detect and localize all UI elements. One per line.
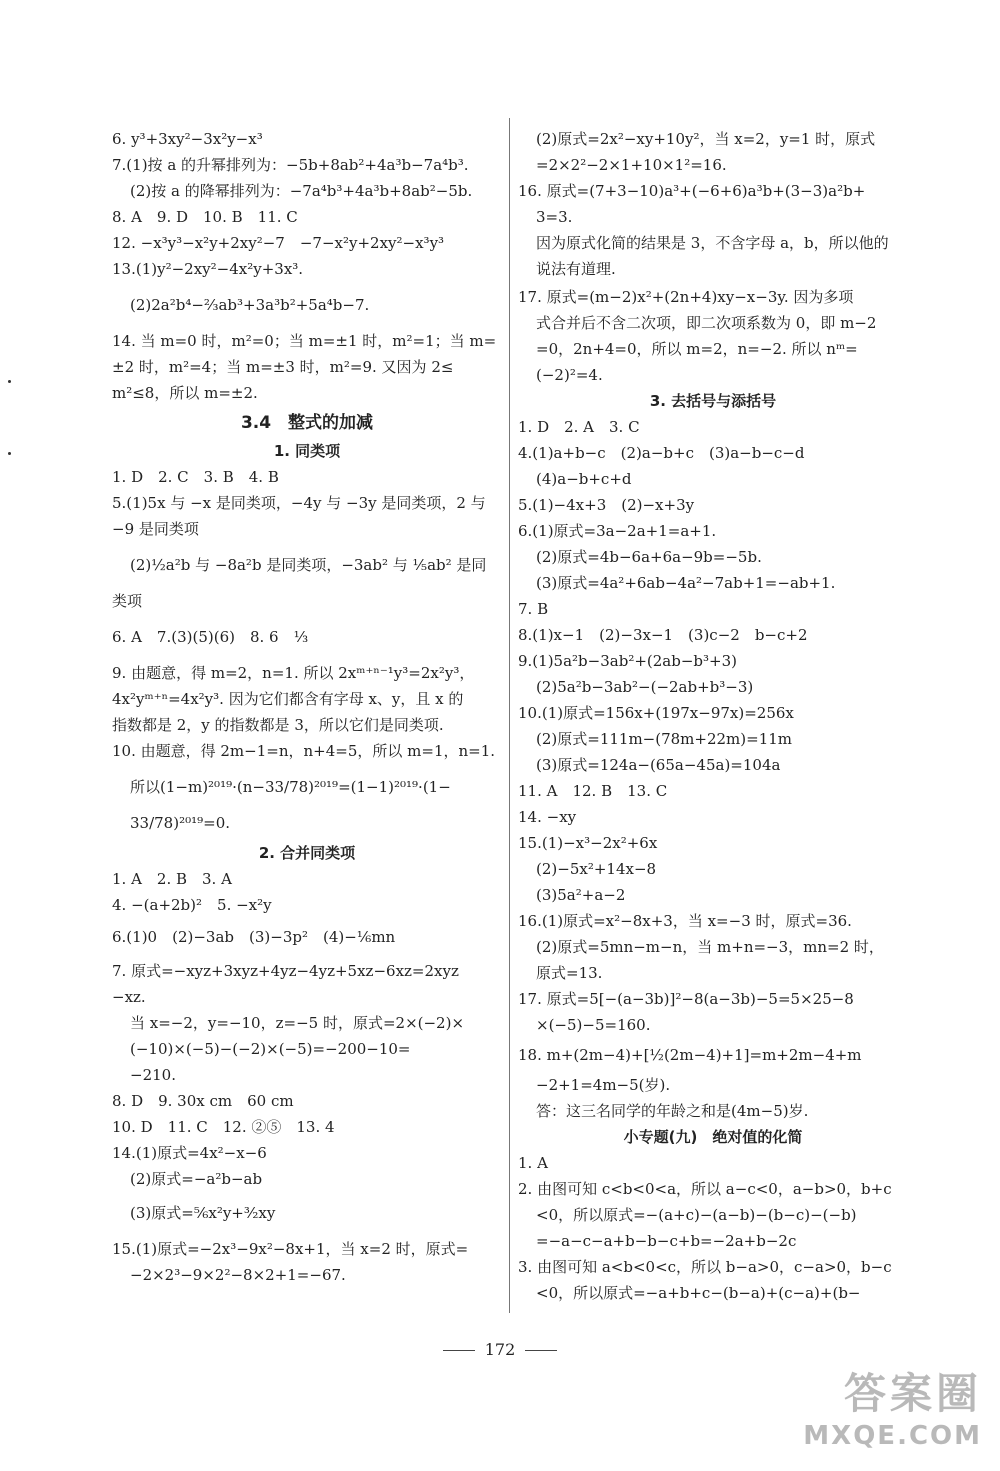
answer-line: 1. A: [518, 1154, 548, 1172]
answer-line: 14. −xy: [518, 808, 577, 826]
answer-line: 14.(1)原式=4x²−x−6: [112, 1144, 267, 1162]
answer-line: 18. m+(2m−4)+[½(2m−4)+1]=m+2m−4+m: [518, 1046, 862, 1064]
answer-line: 6. y³+3xy²−3x²y−x³: [112, 130, 263, 148]
answer-line: 7. B: [518, 600, 549, 618]
page-number-dash-right: [525, 1350, 557, 1351]
answer-line: 1. D 2. C 3. B 4. B: [112, 468, 279, 486]
answer-line: ×(−5)−5=160.: [536, 1016, 651, 1034]
answer-line: 2. 由图可知 c<b<0<a，所以 a−c<0，a−b>0，b+c: [518, 1180, 892, 1198]
answer-line: 4x²yᵐ⁺ⁿ=4x²y³. 因为它们都含有字母 x、y，且 x 的: [112, 690, 464, 708]
answer-line: 8. A 9. D 10. B 11. C: [112, 208, 298, 226]
answer-line: −210.: [130, 1066, 176, 1084]
answer-line: 5.(1)5x 与 −x 是同类项，−4y 与 −3y 是同类项，2 与: [112, 494, 486, 512]
answer-line: 15.(1)−x³−2x²+6x: [518, 834, 658, 852]
answer-line: 7. 原式=−xyz+3xyz+4yz−4yz+5xz−6xz=2xyz: [112, 962, 459, 980]
answer-line: (2)5a²b−3ab²−(−2ab+b³−3): [536, 678, 754, 696]
answer-line: 6.(1)原式=3a−2a+1=a+1.: [518, 522, 717, 540]
answer-line: 16. 原式=(7+3−10)a³+(−6+6)a³b+(3−3)a²b+: [518, 182, 866, 200]
page-number-text: 172: [484, 1340, 516, 1359]
section-heading: 2. 合并同类项: [258, 844, 356, 862]
margin-dot: [8, 452, 11, 455]
answer-line: 4.(1)a+b−c (2)a−b+c (3)a−b−c−d: [518, 444, 805, 462]
answer-line: 类项: [112, 592, 143, 610]
answer-line: 5.(1)−4x+3 (2)−x+3y: [518, 496, 695, 514]
section-heading: 小专题(九) 绝对值的化简: [623, 1128, 803, 1146]
answer-line: 12. −x³y³−x²y+2xy²−7 −7−x²y+2xy²−x³y³: [112, 234, 445, 252]
answer-line: =−a−c−a+b−b−c+b=−2a+b−2c: [536, 1232, 797, 1250]
answer-line: 33/78)²⁰¹⁹=0.: [130, 814, 231, 832]
answer-line: 17. 原式=5[−(a−3b)]²−8(a−3b)−5=5×25−8: [518, 990, 854, 1008]
answer-line: 指数都是 2，y 的指数都是 3，所以它们是同类项.: [112, 716, 444, 734]
section-heading: 3. 去括号与添括号: [649, 392, 777, 410]
answer-line: 当 x=−2，y=−10，z=−5 时，原式=2×(−2)×: [130, 1014, 465, 1032]
answer-line: 15.(1)原式=−2x³−9x²−8x+1，当 x=2 时，原式=: [112, 1240, 469, 1258]
answer-line: (3)原式=⅚x²y+³⁄₂xy: [130, 1204, 276, 1222]
answer-line: (−10)×(−5)−(−2)×(−5)=−200−10=: [130, 1040, 411, 1058]
answer-line: 17. 原式=(m−2)x²+(2n+4)xy−x−3y. 因为多项: [518, 288, 854, 306]
answer-line: 因为原式化简的结果是 3，不含字母 a，b，所以他的: [536, 234, 889, 252]
answer-line: 式合并后不含二次项，即二次项系数为 0，即 m−2: [536, 314, 877, 332]
answer-line: −9 是同类项: [112, 520, 199, 538]
answer-line: 原式=13.: [536, 964, 603, 982]
answer-line: (3)5a²+a−2: [536, 886, 626, 904]
answer-line: (2)原式=5mn−m−n，当 m+n=−3，mn=2 时，: [536, 938, 884, 956]
answer-line: =2×2²−2×1+10×1²=16.: [536, 156, 727, 174]
watermark-logo: [803, 1361, 982, 1451]
section-heading: 3.4 整式的加减: [240, 413, 374, 433]
page-number: [0, 1340, 1000, 1359]
answer-line: (2)2a²b⁴−²⁄₃ab³+3a³b²+5a⁴b−7.: [130, 296, 370, 314]
answer-line: 7.(1)按 a 的升幂排列为：−5b+8ab²+4a³b−7a⁴b³.: [112, 156, 469, 174]
answer-line: (2)−5x²+14x−8: [536, 860, 657, 878]
page-number-dash-left: [443, 1350, 475, 1351]
answer-line: <0，所以原式=−(a+c)−(a−b)−(b−c)−(−b): [536, 1206, 857, 1224]
answer-line: ±2 时，m²=4；当 m=±3 时，m²=9. 又因为 2≤: [112, 358, 454, 376]
answer-line: 3. 由图可知 a<b<0<c，所以 b−a>0，c−a>0，b−c: [518, 1258, 892, 1276]
answer-line: 说法有道理.: [536, 260, 616, 278]
answer-line: (−2)²=4.: [536, 366, 603, 384]
answer-line: (2)原式=−a²b−ab: [130, 1170, 263, 1188]
answer-line: −2+1=4m−5(岁).: [536, 1076, 671, 1094]
answer-line: 6.(1)0 (2)−3ab (3)−3p² (4)−⅙mn: [112, 928, 396, 946]
answer-line: 9. 由题意，得 m=2，n=1. 所以 2xᵐ⁺ⁿ⁻¹y³=2x²y³，: [112, 664, 475, 682]
answer-line: 8. D 9. 30x cm 60 cm: [112, 1092, 294, 1110]
answer-line: −2×2³−9×2²−8×2+1=−67.: [130, 1266, 346, 1284]
answer-line: (2)按 a 的降幂排列为：−7a⁴b³+4a³b+8ab²−5b.: [130, 182, 473, 200]
watermark-line1: 答案圈: [843, 1369, 982, 1418]
answer-line: (2)原式=111m−(78m+22m)=11m: [536, 730, 793, 748]
answer-line: 1. A 2. B 3. A: [112, 870, 232, 888]
answer-line: (3)原式=124a−(65a−45a)=104a: [536, 756, 781, 774]
answer-line: 10.(1)原式=156x+(197x−97x)=256x: [518, 704, 794, 722]
watermark-line2: MXQE.COM: [803, 1421, 982, 1451]
answer-line: <0，所以原式=−a+b+c−(b−a)+(c−a)+(b−: [536, 1284, 861, 1302]
answer-line: 10. 由题意，得 2m−1=n，n+4=5，所以 m=1，n=1.: [112, 742, 496, 760]
answer-line: (2)原式=2x²−xy+10y²，当 x=2，y=1 时，原式: [536, 130, 876, 148]
answer-line: 14. 当 m=0 时，m²=0；当 m=±1 时，m²=1；当 m=: [112, 332, 497, 350]
answer-line: 8.(1)x−1 (2)−3x−1 (3)c−2 b−c+2: [518, 626, 808, 644]
answer-line: 13.(1)y²−2xy²−4x²y+3x³.: [112, 260, 304, 278]
answer-line: 3=3.: [536, 208, 573, 226]
answer-line: −xz.: [112, 988, 146, 1006]
answer-line: 4. −(a+2b)² 5. −x²y: [112, 896, 272, 914]
answer-line: (4)a−b+c+d: [536, 470, 632, 488]
answer-line: 答：这三名同学的年龄之和是(4m−5)岁.: [536, 1102, 809, 1120]
section-heading: 1. 同类项: [273, 442, 341, 460]
answer-line: 6. A 7.(3)(5)(6) 8. 6 ⅓: [112, 628, 309, 646]
answer-line: m²≤8，所以 m=±2.: [112, 384, 258, 402]
answer-line: (3)原式=4a²+6ab−4a²−7ab+1=−ab+1.: [536, 574, 836, 592]
margin-dot: [8, 380, 11, 383]
answer-line: 10. D 11. C 12. ②⑤ 13. 4: [112, 1118, 335, 1136]
answer-line: 1. D 2. A 3. C: [518, 418, 640, 436]
column-divider: [509, 118, 510, 1313]
answer-line: =0，2n+4=0，所以 m=2，n=−2. 所以 nᵐ=: [536, 340, 858, 358]
answer-line: (2)原式=4b−6a+6a−9b=−5b.: [536, 548, 762, 566]
answer-line: 9.(1)5a²b−3ab²+(2ab−b³+3): [518, 652, 737, 670]
answer-line: 11. A 12. B 13. C: [518, 782, 668, 800]
answer-line: 所以(1−m)²⁰¹⁹·(n−33/78)²⁰¹⁹=(1−1)²⁰¹⁹·(1−: [130, 778, 451, 796]
answer-line: 16.(1)原式=x²−8x+3，当 x=−3 时，原式=36.: [518, 912, 852, 930]
answer-line: (2)½a²b 与 −8a²b 是同类项，−3ab² 与 ⅕ab² 是同: [130, 556, 487, 574]
